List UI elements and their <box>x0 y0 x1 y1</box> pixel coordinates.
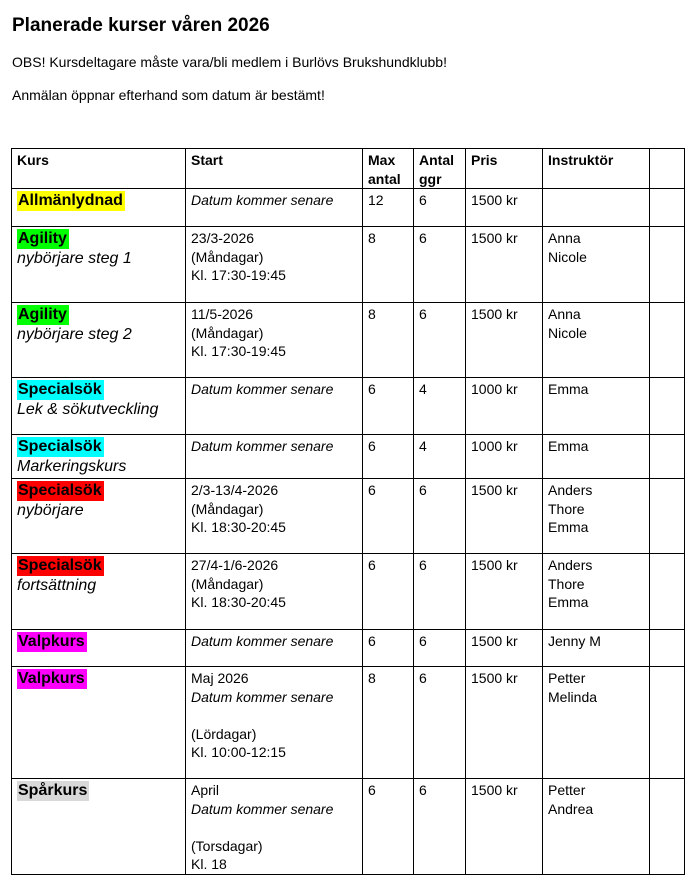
antal-ggr-cell: 6 <box>414 189 466 227</box>
table-row <box>12 227 685 303</box>
start-line: Kl. 17:30-19:45 <box>191 343 286 359</box>
instructor-cell <box>543 189 650 227</box>
pris-cell: 1500 kr <box>466 779 543 875</box>
antal-ggr-cell: 6 <box>414 667 466 779</box>
course-name-cell <box>12 378 186 435</box>
header-antal-ggr <box>414 149 466 189</box>
start-line: Kl. 18:30-20:45 <box>191 519 286 535</box>
instructor-name: Anders <box>548 557 593 573</box>
instructor-cell <box>543 554 650 630</box>
table-row <box>12 435 685 479</box>
start-line: Kl. 18:30-20:45 <box>191 594 286 610</box>
course-tag: Agility <box>18 230 67 247</box>
header-kurs: Kurs <box>12 149 186 189</box>
extra-cell <box>650 303 685 378</box>
start-line: Kl. 10:00-12:15 <box>191 744 286 760</box>
max-antal-cell: 6 <box>363 479 414 554</box>
antal-ggr-cell: 6 <box>414 630 466 667</box>
antal-ggr-cell: 6 <box>414 227 466 303</box>
course-subtitle: nybörjare <box>17 502 84 519</box>
course-tag: Agility <box>18 306 67 323</box>
max-antal-cell: 6 <box>363 378 414 435</box>
instructor-name: Thore <box>548 575 585 592</box>
course-name-cell <box>12 554 186 630</box>
course-subtitle: Lek & sökutveckling <box>17 401 159 418</box>
start-cell <box>186 630 363 667</box>
start-line: Datum kommer senare <box>191 688 334 705</box>
antal-ggr-cell: 4 <box>414 435 466 479</box>
instructor-cell <box>543 227 650 303</box>
instructor-name: Melinda <box>548 688 598 705</box>
page-title: Planerade kurser våren 2026 <box>12 15 270 36</box>
start-line: April <box>191 782 220 798</box>
course-name-cell <box>12 630 186 667</box>
instructor-name: Emma <box>548 594 589 610</box>
start-line: Datum kommer senare <box>191 438 334 454</box>
instructor-cell <box>543 378 650 435</box>
course-tag: Specialsök <box>18 381 102 398</box>
start-line: (Lördagar) <box>191 725 257 742</box>
course-subtitle: nybörjare steg 1 <box>17 250 132 267</box>
start-line: (Måndagar) <box>191 324 264 341</box>
start-cell <box>186 227 363 303</box>
start-cell <box>186 189 363 227</box>
instructor-cell <box>543 667 650 779</box>
table-row <box>12 630 685 667</box>
table-row <box>12 303 685 378</box>
start-line: Maj 2026 <box>191 670 249 686</box>
course-tag: Specialsök <box>18 557 102 574</box>
course-table-body <box>12 189 685 875</box>
instructor-cell <box>543 479 650 554</box>
course-name-cell <box>12 303 186 378</box>
pris-cell: 1000 kr <box>466 435 543 479</box>
pris-cell: 1500 kr <box>466 189 543 227</box>
instructor-name: Emma <box>548 438 589 454</box>
max-antal-cell: 8 <box>363 667 414 779</box>
extra-cell <box>650 667 685 779</box>
header-antal-line1: Antal <box>419 152 454 168</box>
course-subtitle: Markeringskurs <box>17 458 127 475</box>
start-line: 2/3-13/4-2026 <box>191 482 279 498</box>
course-name-cell <box>12 189 186 227</box>
header-start: Start <box>186 149 363 189</box>
max-antal-cell: 12 <box>363 189 414 227</box>
start-line: 11/5-2026 <box>191 306 254 322</box>
course-table <box>11 148 685 875</box>
instructor-name: Anders <box>548 482 593 498</box>
start-line: Datum kommer senare <box>191 192 334 208</box>
max-antal-cell: 8 <box>363 227 414 303</box>
antal-ggr-cell: 6 <box>414 479 466 554</box>
extra-cell <box>650 630 685 667</box>
instructor-cell <box>543 630 650 667</box>
instructor-name: Emma <box>548 381 589 397</box>
table-row <box>12 554 685 630</box>
start-cell <box>186 779 363 875</box>
pris-cell: 1500 kr <box>466 667 543 779</box>
course-name-cell <box>12 779 186 875</box>
extra-cell <box>650 378 685 435</box>
antal-ggr-cell: 6 <box>414 554 466 630</box>
pris-cell: 1500 kr <box>466 479 543 554</box>
start-line: 23/3-2026 <box>191 230 255 246</box>
instructor-name: Anna <box>548 230 581 246</box>
pris-cell: 1500 kr <box>466 227 543 303</box>
instructor-name: Petter <box>548 782 586 798</box>
start-line: Datum kommer senare <box>191 800 334 817</box>
instructor-name: Andrea <box>548 800 594 817</box>
antal-ggr-cell: 4 <box>414 378 466 435</box>
course-tag: Specialsök <box>18 438 102 455</box>
header-extra <box>650 149 685 189</box>
course-name-cell <box>12 227 186 303</box>
max-antal-cell: 6 <box>363 435 414 479</box>
start-line: (Måndagar) <box>191 248 264 265</box>
table-row <box>12 378 685 435</box>
max-antal-cell: 6 <box>363 779 414 875</box>
antal-ggr-cell: 6 <box>414 303 466 378</box>
start-line: (Måndagar) <box>191 500 264 517</box>
extra-cell <box>650 479 685 554</box>
instructor-name: Petter <box>548 670 586 686</box>
instructor-name: Emma <box>548 519 589 535</box>
instructor-name: Nicole <box>548 324 587 341</box>
course-tag: Valpkurs <box>18 633 85 650</box>
start-line <box>191 818 357 837</box>
instructor-cell <box>543 303 650 378</box>
header-antal-line2: ggr <box>419 170 442 187</box>
course-name-cell <box>12 479 186 554</box>
antal-ggr-cell: 6 <box>414 779 466 875</box>
start-cell <box>186 479 363 554</box>
table-row <box>12 667 685 779</box>
pris-cell: 1500 kr <box>466 303 543 378</box>
header-max-antal <box>363 149 414 189</box>
max-antal-cell: 6 <box>363 630 414 667</box>
course-subtitle: nybörjare steg 2 <box>17 326 132 343</box>
extra-cell <box>650 189 685 227</box>
course-name-cell <box>12 667 186 779</box>
course-tag: Specialsök <box>18 482 102 499</box>
start-line: Kl. 18 <box>191 856 227 872</box>
course-tag: Spårkurs <box>18 782 88 799</box>
extra-cell <box>650 779 685 875</box>
start-cell <box>186 667 363 779</box>
instructor-cell <box>543 435 650 479</box>
table-row <box>12 189 685 227</box>
max-antal-cell: 8 <box>363 303 414 378</box>
table-header-row <box>12 149 685 189</box>
start-line: Kl. 17:30-19:45 <box>191 267 286 283</box>
pris-cell: 1000 kr <box>466 378 543 435</box>
instructor-name: Anna <box>548 306 581 322</box>
start-cell <box>186 435 363 479</box>
start-cell <box>186 303 363 378</box>
membership-note: OBS! Kursdeltagare måste vara/bli medlem i Burlövs Brukshundklubb! <box>12 54 447 70</box>
extra-cell <box>650 227 685 303</box>
instructor-cell <box>543 779 650 875</box>
start-line: (Måndagar) <box>191 575 264 592</box>
header-instruktor: Instruktör <box>543 149 650 189</box>
start-line: Datum kommer senare <box>191 633 334 649</box>
instructor-name: Thore <box>548 500 585 517</box>
course-name-cell <box>12 435 186 479</box>
registration-note: Anmälan öppnar efterhand som datum är bestämt! <box>12 87 325 103</box>
start-line: (Torsdagar) <box>191 837 263 854</box>
start-cell <box>186 378 363 435</box>
start-line: Datum kommer senare <box>191 381 334 397</box>
start-line <box>191 706 357 725</box>
header-max-line2: antal <box>368 170 401 187</box>
start-cell <box>186 554 363 630</box>
course-tag: Valpkurs <box>18 670 85 687</box>
pris-cell: 1500 kr <box>466 554 543 630</box>
header-max-line1: Max <box>368 152 396 168</box>
start-line: 27/4-1/6-2026 <box>191 557 279 573</box>
max-antal-cell: 6 <box>363 554 414 630</box>
course-subtitle: fortsättning <box>17 577 97 594</box>
table-row <box>12 779 685 875</box>
course-tag: Allmänlydnad <box>18 192 123 209</box>
pris-cell: 1500 kr <box>466 630 543 667</box>
extra-cell <box>650 435 685 479</box>
table-row <box>12 479 685 554</box>
instructor-name: Nicole <box>548 248 587 265</box>
instructor-name: Jenny M <box>548 633 601 649</box>
extra-cell <box>650 554 685 630</box>
header-pris: Pris <box>466 149 543 189</box>
